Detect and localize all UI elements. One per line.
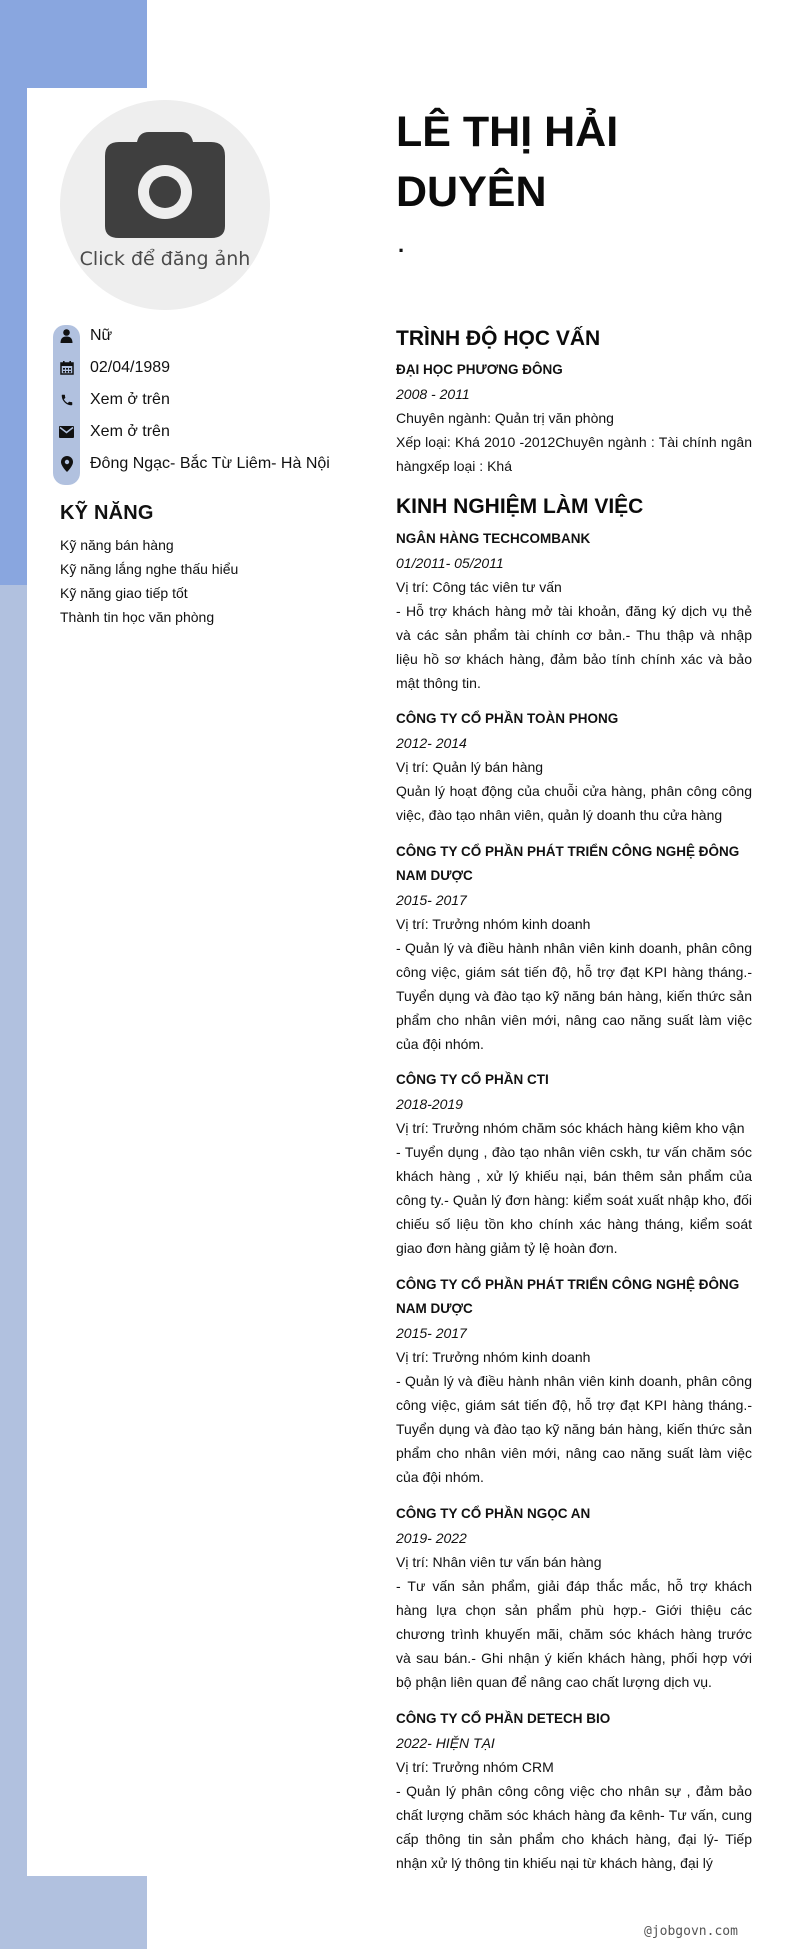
candidate-name: LÊ THỊ HẢI DUYÊN	[396, 108, 619, 216]
education-period: 2008 - 2011	[396, 386, 470, 402]
job-position: Vị trí: Nhân viên tư vấn bán hàng	[396, 1554, 602, 1570]
mail-icon	[53, 419, 80, 445]
job-period: 01/2011- 05/2011	[396, 555, 504, 571]
address-value: Đông Ngạc- Bắc Từ Liêm- Hà Nội	[90, 455, 330, 472]
skills-heading: KỸ NĂNG	[60, 502, 154, 524]
email-value: Xem ở trên	[90, 423, 170, 440]
job-description: - Tư vấn sản phẩm, giải đáp thắc mắc, hỗ trợ khách hàng lựa chọn sản phẩm phù hợp.- Giới thiệu các chương trình khuyến mãi, chăm sóc khách hàng trước và sau bán.- Ghi nhận ý kiến khách hàng, phối hợp với bộ phận liên quan để nâng cao chất lượng dịch vụ.	[396, 1578, 752, 1690]
education-details: Chuyên ngành: Quản trị văn phòng Xếp loại: Khá 2010 -2012Chuyên ngành : Tài chính ngân hàngxếp loại : Khá	[396, 410, 752, 474]
person-icon	[53, 323, 80, 349]
phone-icon	[53, 387, 80, 413]
footer-watermark: @jobgovn.com	[644, 1924, 738, 1939]
skill-item: Kỹ năng bán hàng	[60, 537, 174, 553]
job-entry	[396, 707, 752, 827]
job-entry	[396, 1068, 752, 1260]
job-period: 2012- 2014	[396, 735, 467, 751]
job-description: - Quản lý và điều hành nhân viên kinh doanh, phân công công việc, giám sát tiến độ, hỗ trợ đạt KPI hàng tháng.- Tuyển dụng và đào tạo kỹ năng bán hàng, kiến thức sản phẩm cho nhân viên mới, nâng cao năng suất làm việc của đội nhóm.	[396, 1373, 752, 1485]
job-position: Vị trí: Trưởng nhóm kinh doanh	[396, 1349, 591, 1365]
job-period: 2015- 2017	[396, 1325, 467, 1341]
job-company: CÔNG TY CỔ PHẦN NGỌC AN	[396, 1506, 591, 1521]
education-heading: TRÌNH ĐỘ HỌC VẤN	[396, 327, 601, 350]
job-period: 2018-2019	[396, 1096, 463, 1112]
job-description: - Quản lý phân công công việc cho nhân sự , đảm bảo chất lượng chăm sóc khách hàng đa kênh- Tư vấn, cung cấp thông tin sản phẩm cho khách hàng, đại lý- Tiếp nhận xử lý thông tin khiếu nại từ khách hàng, đại lý	[396, 1783, 752, 1871]
school-name: ĐẠI HỌC PHƯƠNG ĐÔNG	[396, 362, 563, 377]
calendar-icon	[53, 355, 80, 381]
skill-item: Kỹ năng lắng nghe thấu hiểu	[60, 561, 239, 577]
job-company: CÔNG TY CỔ PHẦN TOÀN PHONG	[396, 711, 619, 726]
contact-address	[53, 451, 330, 477]
job-description: - Quản lý và điều hành nhân viên kinh doanh, phân công công việc, giám sát tiến độ, hỗ trợ đạt KPI hàng tháng.- Tuyển dụng và đào tạo kỹ năng bán hàng, kiến thức sản phẩm cho nhân viên mới, nâng cao năng suất làm việc của đội nhóm.	[396, 940, 752, 1052]
location-pin-icon	[53, 451, 80, 477]
job-position: Vị trí: Trưởng nhóm CRM	[396, 1759, 554, 1775]
job-company: CÔNG TY CỔ PHẦN DETECH BIO	[396, 1711, 611, 1726]
contact-email	[53, 419, 170, 445]
education-entry	[396, 358, 752, 478]
job-description: - Tuyển dụng , đào tạo nhân viên cskh, tư vấn chăm sóc khách hàng , xử lý khiếu nại, bán thêm sản phẩm của công ty.- Quản lý đơn hàng: kiểm soát xuất nhập kho, đối chiếu số liệu tồn kho chính xác hàng tháng, kiểm soát giao đơn hàng giảm tỷ lệ hoàn đơn.	[396, 1144, 752, 1256]
job-company: CÔNG TY CỔ PHẦN PHÁT TRIỂN CÔNG NGHỆ ĐÔNG NAM DƯỢC	[396, 844, 740, 883]
skill-item: Kỹ năng giao tiếp tốt	[60, 585, 188, 601]
avatar-upload[interactable]	[60, 100, 270, 310]
skill-item: Thành tin học văn phòng	[60, 609, 215, 625]
gender-value: Nữ	[90, 327, 113, 344]
job-company: CÔNG TY CỔ PHẦN CTI	[396, 1072, 549, 1087]
candidate-subtitle: .	[398, 232, 405, 257]
camera-icon	[103, 130, 227, 240]
job-position: Vị trí: Trưởng nhóm chăm sóc khách hàng kiêm kho vận	[396, 1120, 745, 1136]
job-entry	[396, 1707, 752, 1875]
contact-gender	[53, 323, 112, 349]
job-description: - Hỗ trợ khách hàng mở tài khoản, đăng ký dịch vụ thẻ và các sản phẩm tài chính cơ bản.- Thu thập và nhập liệu hồ sơ khách hàng, đảm bảo tính chính xác và bảo mật thông tin.	[396, 603, 752, 691]
phone-value: Xem ở trên	[90, 391, 170, 408]
job-position: Vị trí: Công tác viên tư vấn	[396, 579, 562, 595]
job-period: 2015- 2017	[396, 892, 467, 908]
job-entry	[396, 1502, 752, 1694]
job-period: 2022- HIỆN TẠI	[396, 1735, 495, 1751]
job-position: Vị trí: Trưởng nhóm kinh doanh	[396, 916, 591, 932]
job-company: NGÂN HÀNG TECHCOMBANK	[396, 531, 591, 546]
avatar-upload-label: Click để đăng ảnh	[79, 248, 251, 270]
job-position: Vị trí: Quản lý bán hàng	[396, 759, 544, 775]
job-description: Quản lý hoạt động của chuỗi cửa hàng, phân công công việc, đào tạo nhân viên, quản lý doanh thu cửa hàng	[396, 783, 752, 823]
birthday-value: 02/04/1989	[90, 359, 171, 376]
job-entry	[396, 527, 752, 695]
contact-phone	[53, 387, 170, 413]
job-entry	[396, 1273, 752, 1489]
job-company: CÔNG TY CỔ PHẦN PHÁT TRIỂN CÔNG NGHỆ ĐÔNG NAM DƯỢC	[396, 1277, 740, 1316]
job-period: 2019- 2022	[396, 1530, 467, 1546]
experience-heading: KINH NGHIỆM LÀM VIỆC	[396, 495, 644, 518]
contact-birthday	[53, 355, 170, 381]
job-entry	[396, 840, 752, 1056]
